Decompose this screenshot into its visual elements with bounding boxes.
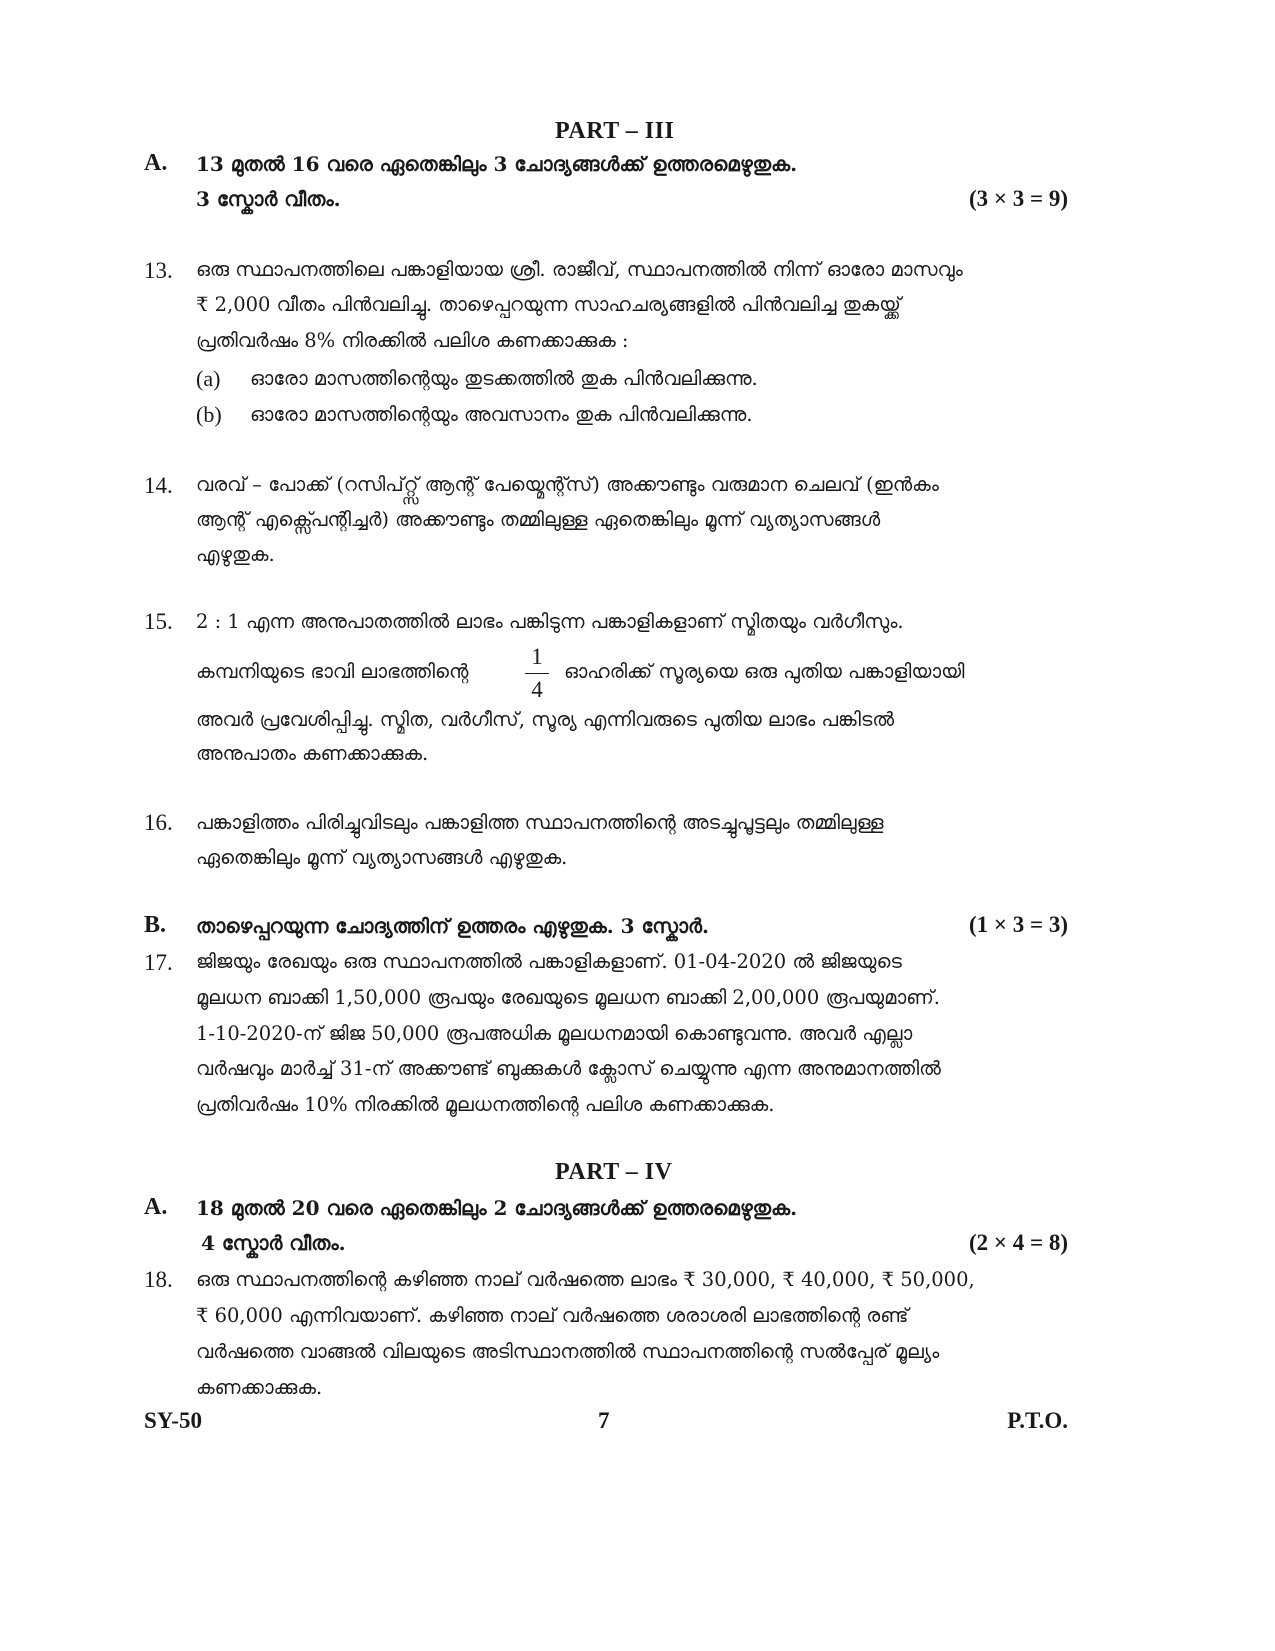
question-13-line: ₹ 2,000 വീതം പിൻവലിച്ചു. താഴെപ്പറയുന്ന സാഹചര്യങ്ങളിൽ പിൻവലിച്ച തുകയ്ക്ക് — [196, 293, 901, 316]
question-18-line: ₹ 60,000 എന്നിവയാണ്. കഴിഞ്ഞ നാല് വർഷത്തെ ശരാശരി ലാഭത്തിന്റെ രണ്ട് — [196, 1304, 909, 1327]
question-17-line: 1-10-2020-ന് ജിജ 50,000 രൂപഅധിക മൂലധനമായി കൊണ്ടുവന്നു. അവർ എല്ലാ — [196, 1022, 913, 1045]
question-18-line: കണക്കാക്കുക. — [196, 1376, 323, 1399]
question-15-line-after-fraction: ഓഹരിക്ക് സൂര്യയെ ഒരു പുതിയ പങ്കാളിയായി — [564, 660, 965, 683]
part-3-title: PART – III — [555, 118, 675, 144]
question-14-line: എഴുതുക. — [196, 543, 275, 566]
question-15-line: അവർ പ്രവേശിപ്പിച്ചു. സ്മിത, വർഗീസ്, സൂര്യ എന്നിവരുടെ പുതിയ ലാഭം പങ്കിടൽ — [196, 708, 895, 731]
part-4-section-a-letter: A. — [144, 1194, 168, 1220]
question-13-a-text: ഓരോ മാസത്തിന്റെയും തുടക്കത്തിൽ തുക പിൻവലിക്കുന്നു. — [250, 367, 758, 390]
part-3-section-a-score: 3 സ്കോർ വീതം. — [196, 187, 341, 211]
question-18-number: 18. — [144, 1267, 173, 1292]
question-13-number: 13. — [144, 258, 173, 283]
question-18-line: ഒരു സ്ഥാപനത്തിന്റെ കഴിഞ്ഞ നാല് വർഷത്തെ ലാഭം ₹ 30,000, ₹ 40,000, ₹ 50,000, — [196, 1268, 975, 1291]
question-13-b-label: (b) — [196, 402, 222, 427]
footer-pto: P.T.O. — [1007, 1408, 1068, 1433]
question-14-line: ആന്റ് എക്സ്പെന്റിച്ചർ) അക്കൗണ്ടും തമ്മിലുള്ള ഏതെങ്കിലും മൂന്ന് വ്യത്യാസങ്ങൾ — [196, 508, 881, 531]
part-3-section-a-marks: (3 × 3 = 9) — [968, 186, 1068, 211]
part-3-section-b-letter: B. — [144, 912, 167, 938]
part-4-title: PART – IV — [555, 1159, 673, 1185]
part-4-section-a-instruction: 18 മുതൽ 20 വരെ ഏതെങ്കിലും 2 ചോദ്യങ്ങൾക്ക് ഉത്തരമെഴുതുക. — [196, 1196, 798, 1220]
question-17-line: മൂലധന ബാക്കി 1,50,000 രൂപയും രേഖയുടെ മൂലധന ബാക്കി 2,00,000 രൂപയുമാണ്. — [196, 986, 941, 1009]
question-13-line: പ്രതിവർഷം 8% നിരക്കിൽ പലിശ കണക്കാക്കുക : — [196, 329, 629, 352]
question-17-line: ജിജയും രേഖയും ഒരു സ്ഥാപനത്തിൽ പങ്കാളികളാണ്. 01-04-2020 ൽ ജിജയുടെ — [196, 950, 902, 973]
question-13-a-label: (a) — [196, 366, 221, 391]
question-16-line: പങ്കാളിത്തം പിരിച്ചുവിടലും പങ്കാളിത്ത സ്ഥാപനത്തിന്റെ അടച്ചുപൂട്ടലും തമ്മിലുള്ള — [196, 811, 884, 834]
question-14-number: 14. — [144, 473, 173, 498]
question-13-line: ഒരു സ്ഥാപനത്തിലെ പങ്കാളിയായ ശ്രീ. രാജീവ്, സ്ഥാപനത്തിൽ നിന്ന് ഓരോ മാസവും — [196, 258, 963, 281]
question-14-line: വരവ് – പോക്ക് (റസിപ്റ്റ്സ് ആന്റ് പേയ്മെന്റ്സ്) അക്കൗണ്ടും വരുമാന ചെലവ് (ഇൻകം — [196, 473, 939, 496]
question-16-number: 16. — [144, 810, 173, 835]
part-3-section-a-instruction: 13 മുതൽ 16 വരെ ഏതെങ്കിലും 3 ചോദ്യങ്ങൾക്ക് ഉത്തരമെഴുതുക. — [196, 152, 798, 176]
part-3-section-b-marks: (1 × 3 = 3) — [968, 912, 1068, 937]
question-18-line: വർഷത്തെ വാങ്ങൽ വിലയുടെ അടിസ്ഥാനത്തിൽ സ്ഥാപനത്തിന്റെ സൽപ്പേര് മൂല്യം — [196, 1340, 940, 1363]
fraction-bar — [525, 673, 549, 674]
question-13-b-text: ഓരോ മാസത്തിന്റെയും അവസാനം തുക പിൻവലിക്കുന്നു. — [250, 403, 753, 426]
question-15-number: 15. — [144, 609, 173, 634]
question-15-line: 2 : 1 എന്ന അനുപാതത്തിൽ ലാഭം പങ്കിടുന്ന പങ്കാളികളാണ് സ്മിതയും വർഗീസും. — [196, 610, 904, 633]
part-4-section-a-score: 4 സ്കോർ വീതം. — [201, 1231, 346, 1255]
question-17-line: വർഷവും മാർച്ച് 31-ന് അക്കൗണ്ട് ബുക്കുകൾ ക്ലോസ് ചെയ്യുന്നു എന്ന അനുമാനത്തിൽ — [196, 1057, 941, 1080]
question-15-line: അനുപാതം കണക്കാക്കുക. — [196, 742, 429, 765]
part-3-section-b-instruction: താഴെപ്പറയുന്ന ചോദ്യത്തിന് ഉത്തരം എഴുതുക. 3 സ്കോർ. — [196, 914, 709, 938]
question-17-number: 17. — [144, 950, 173, 975]
fraction-numerator: 1 — [531, 644, 543, 669]
fraction-one-quarter — [525, 644, 549, 703]
question-17-line: പ്രതിവർഷം 10% നിരക്കിൽ മൂലധനത്തിന്റെ പലിശ കണക്കാക്കുക. — [196, 1093, 775, 1116]
part-3-section-a-letter: A. — [144, 150, 168, 176]
footer-page-number: 7 — [598, 1408, 610, 1433]
part-4-section-a-marks: (2 × 4 = 8) — [968, 1230, 1068, 1255]
footer-paper-code: SY-50 — [144, 1408, 202, 1433]
question-16-line: ഏതെങ്കിലും മൂന്ന് വ്യത്യാസങ്ങൾ എഴുതുക. — [196, 846, 568, 869]
question-15-line-before-fraction: കമ്പനിയുടെ ഭാവി ലാഭത്തിന്റെ — [196, 660, 469, 683]
fraction-denominator: 4 — [531, 677, 543, 702]
